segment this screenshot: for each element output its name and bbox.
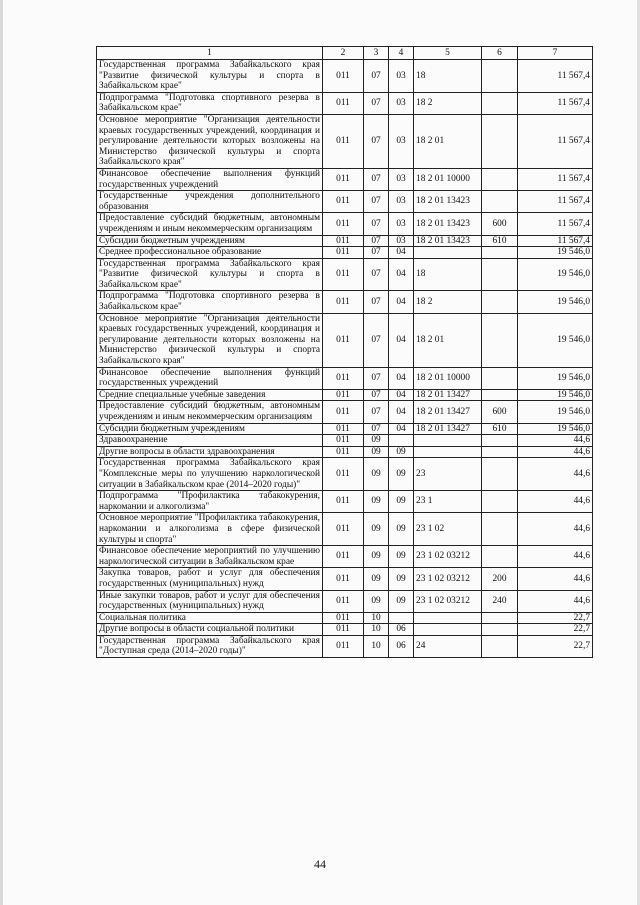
expense-type-cell xyxy=(482,435,518,447)
row-name-cell: Другие вопросы в области социальной политики xyxy=(97,624,323,636)
row-name-cell: Подпрограмма "Подготовка спортивного резерва в Забайкальском крае" xyxy=(97,92,323,114)
table-row xyxy=(97,446,593,458)
amount-cell: 22,7 xyxy=(518,635,593,657)
amount-cell: 44,6 xyxy=(518,546,593,568)
row-name-cell: Другие вопросы в области здравоохранения xyxy=(97,446,323,458)
section-cell: 07 xyxy=(364,247,389,259)
row-name-cell: Финансовое обеспечение выполнения функций государственных учреждений xyxy=(97,367,323,389)
section-cell: 09 xyxy=(364,458,389,491)
row-name-cell: Подпрограмма "Подготовка спортивного резерва в Забайкальском крае" xyxy=(97,291,323,313)
scan-edge-left xyxy=(0,0,3,905)
section-cell: 07 xyxy=(364,291,389,313)
amount-cell: 19 546,0 xyxy=(518,423,593,435)
expense-type-cell: 240 xyxy=(482,590,518,612)
expense-type-cell xyxy=(482,624,518,636)
subsection-cell: 03 xyxy=(389,92,414,114)
amount-cell: 11 567,4 xyxy=(518,92,593,114)
target-article-cell: 24 xyxy=(414,635,482,657)
section-cell: 10 xyxy=(364,635,389,657)
target-article-cell: 18 2 01 xyxy=(414,114,482,168)
section-cell: 09 xyxy=(364,435,389,447)
subsection-cell: 09 xyxy=(389,568,414,590)
row-name-cell: Государственная программа Забайкальского края "Развитие физической культуры и спорта в Забайкальском крае" xyxy=(97,60,323,93)
target-article-cell: 23 1 02 xyxy=(414,513,482,546)
row-name-cell: Социальная политика xyxy=(97,612,323,624)
admin-code-cell: 011 xyxy=(323,247,364,259)
header-cell-3: 3 xyxy=(364,47,389,60)
table-row xyxy=(97,590,593,612)
subsection-cell: 04 xyxy=(389,423,414,435)
target-article-cell: 18 2 xyxy=(414,92,482,114)
subsection-cell: 03 xyxy=(389,60,414,93)
subsection-cell: 09 xyxy=(389,546,414,568)
subsection-cell: 09 xyxy=(389,590,414,612)
target-article-cell xyxy=(414,624,482,636)
expense-type-cell xyxy=(482,458,518,491)
table-row xyxy=(97,491,593,513)
table-header-row xyxy=(97,47,593,60)
section-cell: 07 xyxy=(364,60,389,93)
target-article-cell: 18 2 01 13427 xyxy=(414,401,482,423)
admin-code-cell: 011 xyxy=(323,367,364,389)
expense-type-cell: 610 xyxy=(482,423,518,435)
amount-cell: 19 546,0 xyxy=(518,401,593,423)
table-row xyxy=(97,624,593,636)
expense-type-cell xyxy=(482,247,518,259)
admin-code-cell: 011 xyxy=(323,235,364,247)
table-row xyxy=(97,435,593,447)
row-name-cell: Среднее профессиональное образование xyxy=(97,247,323,259)
row-name-cell: Государственные учреждения дополнительного образования xyxy=(97,191,323,213)
target-article-cell: 18 xyxy=(414,60,482,93)
row-name-cell: Иные закупки товаров, работ и услуг для обеспечения государственных (муниципальных) нужд xyxy=(97,590,323,612)
amount-cell: 44,6 xyxy=(518,458,593,491)
section-cell: 09 xyxy=(364,513,389,546)
table-row xyxy=(97,92,593,114)
section-cell: 07 xyxy=(364,92,389,114)
section-cell: 07 xyxy=(364,367,389,389)
expense-type-cell xyxy=(482,291,518,313)
target-article-cell: 23 1 02 03212 xyxy=(414,590,482,612)
subsection-cell: 04 xyxy=(389,313,414,367)
target-article-cell: 18 2 01 13423 xyxy=(414,213,482,235)
amount-cell: 44,6 xyxy=(518,568,593,590)
expense-type-cell: 200 xyxy=(482,568,518,590)
target-article-cell xyxy=(414,247,482,259)
amount-cell: 44,6 xyxy=(518,446,593,458)
table-row xyxy=(97,313,593,367)
expense-type-cell xyxy=(482,612,518,624)
row-name-cell: Государственная программа Забайкальского края "Комплексные меры по улучшению наркологической ситуации в Забайкальском крае (2014–2020 годы)" xyxy=(97,458,323,491)
section-cell: 07 xyxy=(364,389,389,401)
row-name-cell: Здравоохранение xyxy=(97,435,323,447)
amount-cell: 11 567,4 xyxy=(518,213,593,235)
expense-type-cell: 610 xyxy=(482,235,518,247)
section-cell: 07 xyxy=(364,213,389,235)
target-article-cell: 18 2 01 10000 xyxy=(414,168,482,190)
row-name-cell: Основное мероприятие "Профилактика табакокурения, наркомании и алкоголизма в сфере физической культуры и спорта" xyxy=(97,513,323,546)
row-name-cell: Предоставление субсидий бюджетным, автономным учреждениям и иным некоммерческим организациям xyxy=(97,401,323,423)
row-name-cell: Финансовое обеспечение мероприятий по улучшению наркологической ситуации в Забайкальском крае xyxy=(97,546,323,568)
section-cell: 07 xyxy=(364,235,389,247)
expense-type-cell xyxy=(482,60,518,93)
subsection-cell: 03 xyxy=(389,114,414,168)
expense-type-cell xyxy=(482,491,518,513)
amount-cell: 19 546,0 xyxy=(518,258,593,291)
subsection-cell: 04 xyxy=(389,258,414,291)
subsection-cell: 09 xyxy=(389,513,414,546)
admin-code-cell: 011 xyxy=(323,168,364,190)
target-article-cell: 18 2 01 13423 xyxy=(414,191,482,213)
admin-code-cell: 011 xyxy=(323,313,364,367)
admin-code-cell: 011 xyxy=(323,258,364,291)
amount-cell: 11 567,4 xyxy=(518,60,593,93)
target-article-cell: 18 2 01 xyxy=(414,313,482,367)
subsection-cell: 04 xyxy=(389,247,414,259)
target-article-cell: 23 1 02 03212 xyxy=(414,568,482,590)
amount-cell: 19 546,0 xyxy=(518,367,593,389)
amount-cell: 44,6 xyxy=(518,590,593,612)
target-article-cell xyxy=(414,435,482,447)
amount-cell: 11 567,4 xyxy=(518,114,593,168)
table-row xyxy=(97,635,593,657)
admin-code-cell: 011 xyxy=(323,458,364,491)
header-cell-5: 5 xyxy=(414,47,482,60)
row-name-cell: Государственная программа Забайкальского края "Развитие физической культуры и спорта в Забайкальском крае" xyxy=(97,258,323,291)
header-cell-4: 4 xyxy=(389,47,414,60)
section-cell: 10 xyxy=(364,612,389,624)
row-name-cell: Субсидии бюджетным учреждениям xyxy=(97,423,323,435)
section-cell: 09 xyxy=(364,590,389,612)
row-name-cell: Закупка товаров, работ и услуг для обеспечения государственных (муниципальных) нужд xyxy=(97,568,323,590)
admin-code-cell: 011 xyxy=(323,213,364,235)
table-row xyxy=(97,423,593,435)
admin-code-cell: 011 xyxy=(323,513,364,546)
budget-table-body xyxy=(97,47,593,658)
row-name-cell: Предоставление субсидий бюджетным, автономным учреждениям и иным некоммерческим организациям xyxy=(97,213,323,235)
section-cell: 09 xyxy=(364,568,389,590)
expense-type-cell xyxy=(482,446,518,458)
budget-table xyxy=(96,46,593,658)
target-article-cell xyxy=(414,446,482,458)
admin-code-cell: 011 xyxy=(323,114,364,168)
amount-cell: 19 546,0 xyxy=(518,247,593,259)
amount-cell: 22,7 xyxy=(518,624,593,636)
admin-code-cell: 011 xyxy=(323,191,364,213)
target-article-cell xyxy=(414,612,482,624)
target-article-cell: 23 1 xyxy=(414,491,482,513)
amount-cell: 11 567,4 xyxy=(518,191,593,213)
amount-cell: 44,6 xyxy=(518,513,593,546)
admin-code-cell: 011 xyxy=(323,92,364,114)
header-cell-7: 7 xyxy=(518,47,593,60)
amount-cell: 19 546,0 xyxy=(518,313,593,367)
expense-type-cell xyxy=(482,313,518,367)
target-article-cell: 23 xyxy=(414,458,482,491)
target-article-cell: 18 2 01 13427 xyxy=(414,389,482,401)
admin-code-cell: 011 xyxy=(323,291,364,313)
table-row xyxy=(97,191,593,213)
section-cell: 09 xyxy=(364,446,389,458)
section-cell: 09 xyxy=(364,546,389,568)
section-cell: 07 xyxy=(364,114,389,168)
section-cell: 09 xyxy=(364,491,389,513)
amount-cell: 22,7 xyxy=(518,612,593,624)
admin-code-cell: 011 xyxy=(323,401,364,423)
amount-cell: 11 567,4 xyxy=(518,235,593,247)
section-cell: 07 xyxy=(364,423,389,435)
section-cell: 10 xyxy=(364,624,389,636)
section-cell: 07 xyxy=(364,191,389,213)
header-cell-2: 2 xyxy=(323,47,364,60)
row-name-cell: Основное мероприятие "Организация деятельности краевых государственных учреждений, координация и регулирование деятельности которых возложены на Министерство физической культуры и спорта Забайкальского края" xyxy=(97,313,323,367)
subsection-cell: 03 xyxy=(389,191,414,213)
amount-cell: 19 546,0 xyxy=(518,389,593,401)
admin-code-cell: 011 xyxy=(323,546,364,568)
amount-cell: 44,6 xyxy=(518,491,593,513)
table-row xyxy=(97,213,593,235)
subsection-cell: 04 xyxy=(389,367,414,389)
row-name-cell: Подпрограмма "Профилактика табакокурения, наркомании и алкоголизма" xyxy=(97,491,323,513)
row-name-cell: Государственная программа Забайкальского края "Доступная среда (2014–2020 годы)" xyxy=(97,635,323,657)
expense-type-cell xyxy=(482,367,518,389)
admin-code-cell: 011 xyxy=(323,435,364,447)
expense-type-cell xyxy=(482,114,518,168)
table-row xyxy=(97,291,593,313)
header-cell-6: 6 xyxy=(482,47,518,60)
amount-cell: 19 546,0 xyxy=(518,291,593,313)
amount-cell: 44,6 xyxy=(518,435,593,447)
expense-type-cell xyxy=(482,513,518,546)
expense-type-cell xyxy=(482,389,518,401)
table-row xyxy=(97,114,593,168)
admin-code-cell: 011 xyxy=(323,612,364,624)
target-article-cell: 18 2 xyxy=(414,291,482,313)
admin-code-cell: 011 xyxy=(323,389,364,401)
expense-type-cell xyxy=(482,258,518,291)
table-row xyxy=(97,247,593,259)
subsection-cell xyxy=(389,435,414,447)
table-row xyxy=(97,546,593,568)
subsection-cell: 04 xyxy=(389,389,414,401)
table-row xyxy=(97,389,593,401)
subsection-cell: 06 xyxy=(389,624,414,636)
row-name-cell: Финансовое обеспечение выполнения функций государственных учреждений xyxy=(97,168,323,190)
expense-type-cell xyxy=(482,92,518,114)
subsection-cell: 09 xyxy=(389,458,414,491)
section-cell: 07 xyxy=(364,168,389,190)
admin-code-cell: 011 xyxy=(323,60,364,93)
expense-type-cell xyxy=(482,191,518,213)
table-row xyxy=(97,258,593,291)
section-cell: 07 xyxy=(364,258,389,291)
table-row xyxy=(97,401,593,423)
target-article-cell: 18 xyxy=(414,258,482,291)
expense-type-cell: 600 xyxy=(482,401,518,423)
admin-code-cell: 011 xyxy=(323,491,364,513)
subsection-cell: 04 xyxy=(389,291,414,313)
subsection-cell: 09 xyxy=(389,446,414,458)
row-name-cell: Субсидии бюджетным учреждениям xyxy=(97,235,323,247)
row-name-cell: Средние специальные учебные заведения xyxy=(97,389,323,401)
table-row xyxy=(97,458,593,491)
expense-type-cell xyxy=(482,546,518,568)
row-name-cell: Основное мероприятие "Организация деятельности краевых государственных учреждений, координация и регулирование деятельности которых возложены на Министерство физической культуры и спорта Забайкальского края" xyxy=(97,114,323,168)
section-cell: 07 xyxy=(364,401,389,423)
subsection-cell: 04 xyxy=(389,401,414,423)
expense-type-cell xyxy=(482,168,518,190)
subsection-cell: 03 xyxy=(389,235,414,247)
subsection-cell: 03 xyxy=(389,168,414,190)
target-article-cell: 18 2 01 13423 xyxy=(414,235,482,247)
target-article-cell: 18 2 01 13427 xyxy=(414,423,482,435)
target-article-cell: 23 1 02 03212 xyxy=(414,546,482,568)
table-row xyxy=(97,612,593,624)
table-row xyxy=(97,568,593,590)
subsection-cell xyxy=(389,612,414,624)
subsection-cell: 09 xyxy=(389,491,414,513)
table-row xyxy=(97,60,593,93)
section-cell: 07 xyxy=(364,313,389,367)
admin-code-cell: 011 xyxy=(323,446,364,458)
admin-code-cell: 011 xyxy=(323,590,364,612)
expense-type-cell: 600 xyxy=(482,213,518,235)
subsection-cell: 03 xyxy=(389,213,414,235)
admin-code-cell: 011 xyxy=(323,624,364,636)
target-article-cell: 18 2 01 10000 xyxy=(414,367,482,389)
subsection-cell: 06 xyxy=(389,635,414,657)
table-row xyxy=(97,168,593,190)
expense-type-cell xyxy=(482,635,518,657)
header-cell-1: 1 xyxy=(97,47,323,60)
amount-cell: 11 567,4 xyxy=(518,168,593,190)
admin-code-cell: 011 xyxy=(323,423,364,435)
table-row xyxy=(97,513,593,546)
admin-code-cell: 011 xyxy=(323,635,364,657)
admin-code-cell: 011 xyxy=(323,568,364,590)
page-number: 44 xyxy=(314,857,326,871)
table-row xyxy=(97,235,593,247)
table-row xyxy=(97,367,593,389)
